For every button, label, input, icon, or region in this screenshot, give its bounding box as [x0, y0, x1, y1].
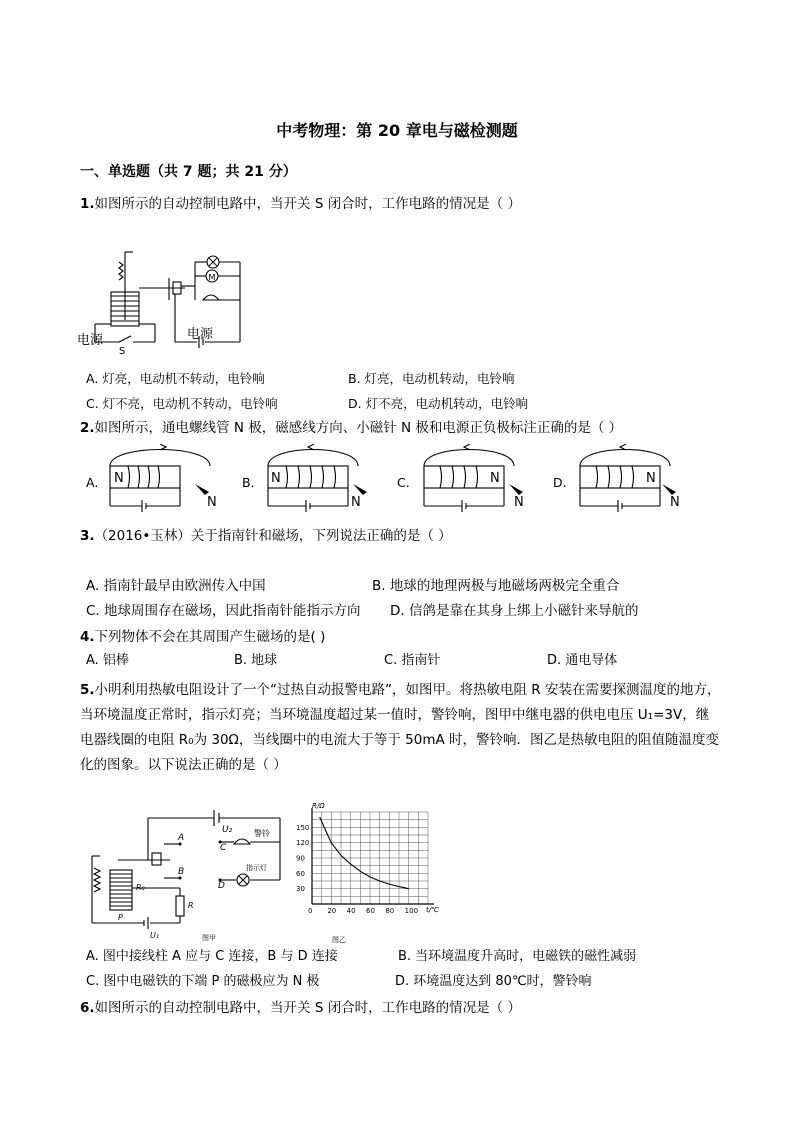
chart-xlabel: t/℃ [426, 906, 439, 914]
solenoid-figure-b [258, 444, 383, 514]
r-label: R [188, 901, 194, 910]
question-3 [80, 526, 720, 546]
q5-option-a[interactable]: A. 图中接线柱 A 应与 C 连接，B 与 D 连接 [86, 949, 338, 964]
x-tick-label: 100 [404, 907, 419, 915]
needle-n-label: N [351, 495, 361, 510]
question-number: 1. [80, 196, 95, 212]
bell-label: 警铃 [254, 829, 270, 838]
x-tick-label: 60 [366, 907, 375, 915]
pole-label: N [271, 471, 281, 486]
q4-option-d[interactable]: D. 通电导体 [547, 653, 618, 668]
alarm-circuit-figure [80, 798, 295, 943]
u1-label: U₁ [150, 931, 160, 940]
y-tick-label: 120 [296, 839, 310, 848]
x-tick-label: 20 [327, 907, 337, 915]
q3-option-b[interactable]: B. 地球的地理两极与地磁场两极完全重合 [372, 578, 620, 594]
q1-option-a[interactable]: A. 灯亮，电动机不转动，电铃响 [86, 371, 265, 386]
chart-ylabel: R/Ω [312, 802, 325, 810]
relay-circuit-figure [75, 240, 250, 355]
question-4 [80, 627, 720, 647]
chart-grid [312, 812, 428, 904]
q3-option-a[interactable]: A. 指南针最早由欧洲传入中国 [86, 578, 266, 594]
y-tick-label: 90 [296, 854, 305, 863]
needle-n-label: N [514, 495, 524, 510]
question-number: 3. [80, 528, 95, 544]
q1-option-c[interactable]: C. 灯不亮，电动机不转动，电铃响 [86, 396, 278, 411]
q1-option-b[interactable]: B. 灯亮，电动机转动，电铃响 [348, 371, 515, 386]
terminal-a-label: A [178, 833, 185, 843]
q2-option-c[interactable]: C. [397, 475, 410, 490]
question-6 [80, 998, 720, 1018]
q3-option-c[interactable]: C. 地球周围存在磁场，因此指南针能指示方向 [86, 603, 361, 619]
question-number: 2. [80, 420, 95, 436]
q4-option-a[interactable]: A. 铝棒 [86, 653, 129, 668]
resistance-temperature-chart [290, 800, 440, 945]
question-number: 4. [80, 629, 95, 645]
question-number: 6. [80, 1000, 95, 1016]
chart-axes [312, 808, 434, 904]
section-heading: 一、单选题（共 7 题；共 21 分） [80, 164, 297, 180]
solenoid-figure-a [100, 444, 225, 514]
question-1 [80, 194, 720, 214]
question-5 [80, 678, 722, 778]
question-text: 如图所示的自动控制电路中，当开关 S 闭合时，工作电路的情况是（ ） [94, 1000, 521, 1016]
terminal-b-label: B [178, 867, 185, 877]
y-tick-label: 30 [296, 885, 305, 894]
question-text: 如图所示的自动控制电路中，当开关 S 闭合时，工作电路的情况是（ ） [94, 196, 521, 212]
chart-series-line [320, 817, 409, 889]
q2-option-b[interactable]: B. [242, 475, 255, 490]
pole-label: N [490, 471, 500, 486]
motor-icon: M [208, 273, 216, 282]
question-line-3: 电器线圈的电阻 R₀为 30Ω，当线圈中的电流大于等于 50mA 时，警铃响．图乙是热敏电阻的阻值随温度变 [80, 732, 720, 748]
q5-option-b[interactable]: B. 当环境温度升高时，电磁铁的磁性减弱 [398, 949, 637, 964]
switch-label: S [119, 346, 126, 355]
page-title: 中考物理：第 20 章电与磁检测题 [276, 121, 518, 140]
p-label: P [118, 913, 123, 922]
r0-label: R₀ [136, 883, 145, 892]
pole-label: N [114, 471, 124, 486]
solenoid-figure-d [570, 444, 695, 514]
u2-label: U₂ [222, 825, 233, 835]
question-line-1: 小明利用热敏电阻设计了一个“过热自动报警电路”，如图甲。将热敏电阻 R 安装在需要探测温度的地方， [94, 682, 721, 698]
q4-option-c[interactable]: C. 指南针 [384, 653, 441, 668]
question-text: 如图所示，通电螺线管 N 极，磁感线方向、小磁针 N 极和电源正负极标注正确的是（ ） [94, 420, 623, 436]
question-text: （2016•玉林）关于指南针和磁场，下列说法正确的是（ ） [94, 528, 452, 544]
question-line-2: 当环境温度正常时，指示灯亮；当环境温度超过某一值时，警铃响，图甲中继电器的供电电压 U₁=3V，继 [80, 707, 710, 723]
pole-label: N [646, 471, 656, 486]
question-text: 下列物体不会在其周围产生磁场的是( ) [94, 629, 326, 645]
power-label-left: 电源 [77, 333, 104, 348]
terminal-d-label: D [218, 881, 225, 891]
power-label-right: 电源 [187, 327, 214, 342]
q1-option-d[interactable]: D. 灯不亮，电动机转动，电铃响 [348, 396, 529, 411]
x-tick-label: 40 [346, 907, 356, 915]
y-tick-label: 150 [296, 823, 310, 832]
needle-n-label: N [670, 495, 680, 510]
q2-option-a[interactable]: A. [86, 475, 99, 490]
question-line-4: 化的图象。以下说法正确的是（ ） [80, 757, 287, 773]
caption-left: 图甲 [202, 934, 216, 942]
q2-option-d[interactable]: D. [553, 475, 567, 490]
q4-option-b[interactable]: B. 地球 [234, 653, 278, 668]
q5-option-d[interactable]: D. 环境温度达到 80℃时，警铃响 [395, 974, 592, 989]
solenoid-figure-c [414, 444, 539, 514]
y-tick-label: 60 [296, 869, 305, 878]
question-number: 5. [80, 682, 95, 698]
needle-n-label: N [207, 495, 217, 510]
x-tick-label: 0 [308, 907, 313, 915]
q5-option-c[interactable]: C. 图中电磁铁的下端 P 的磁极应为 N 极 [86, 974, 320, 989]
question-2 [80, 418, 720, 438]
terminal-c-label: C [220, 843, 227, 853]
lamp-label: 指示灯 [246, 864, 267, 872]
caption-right: 图乙 [332, 936, 346, 944]
x-tick-label: 80 [385, 907, 395, 915]
q3-option-d[interactable]: D. 信鸽是靠在其身上绑上小磁针来导航的 [390, 603, 639, 619]
